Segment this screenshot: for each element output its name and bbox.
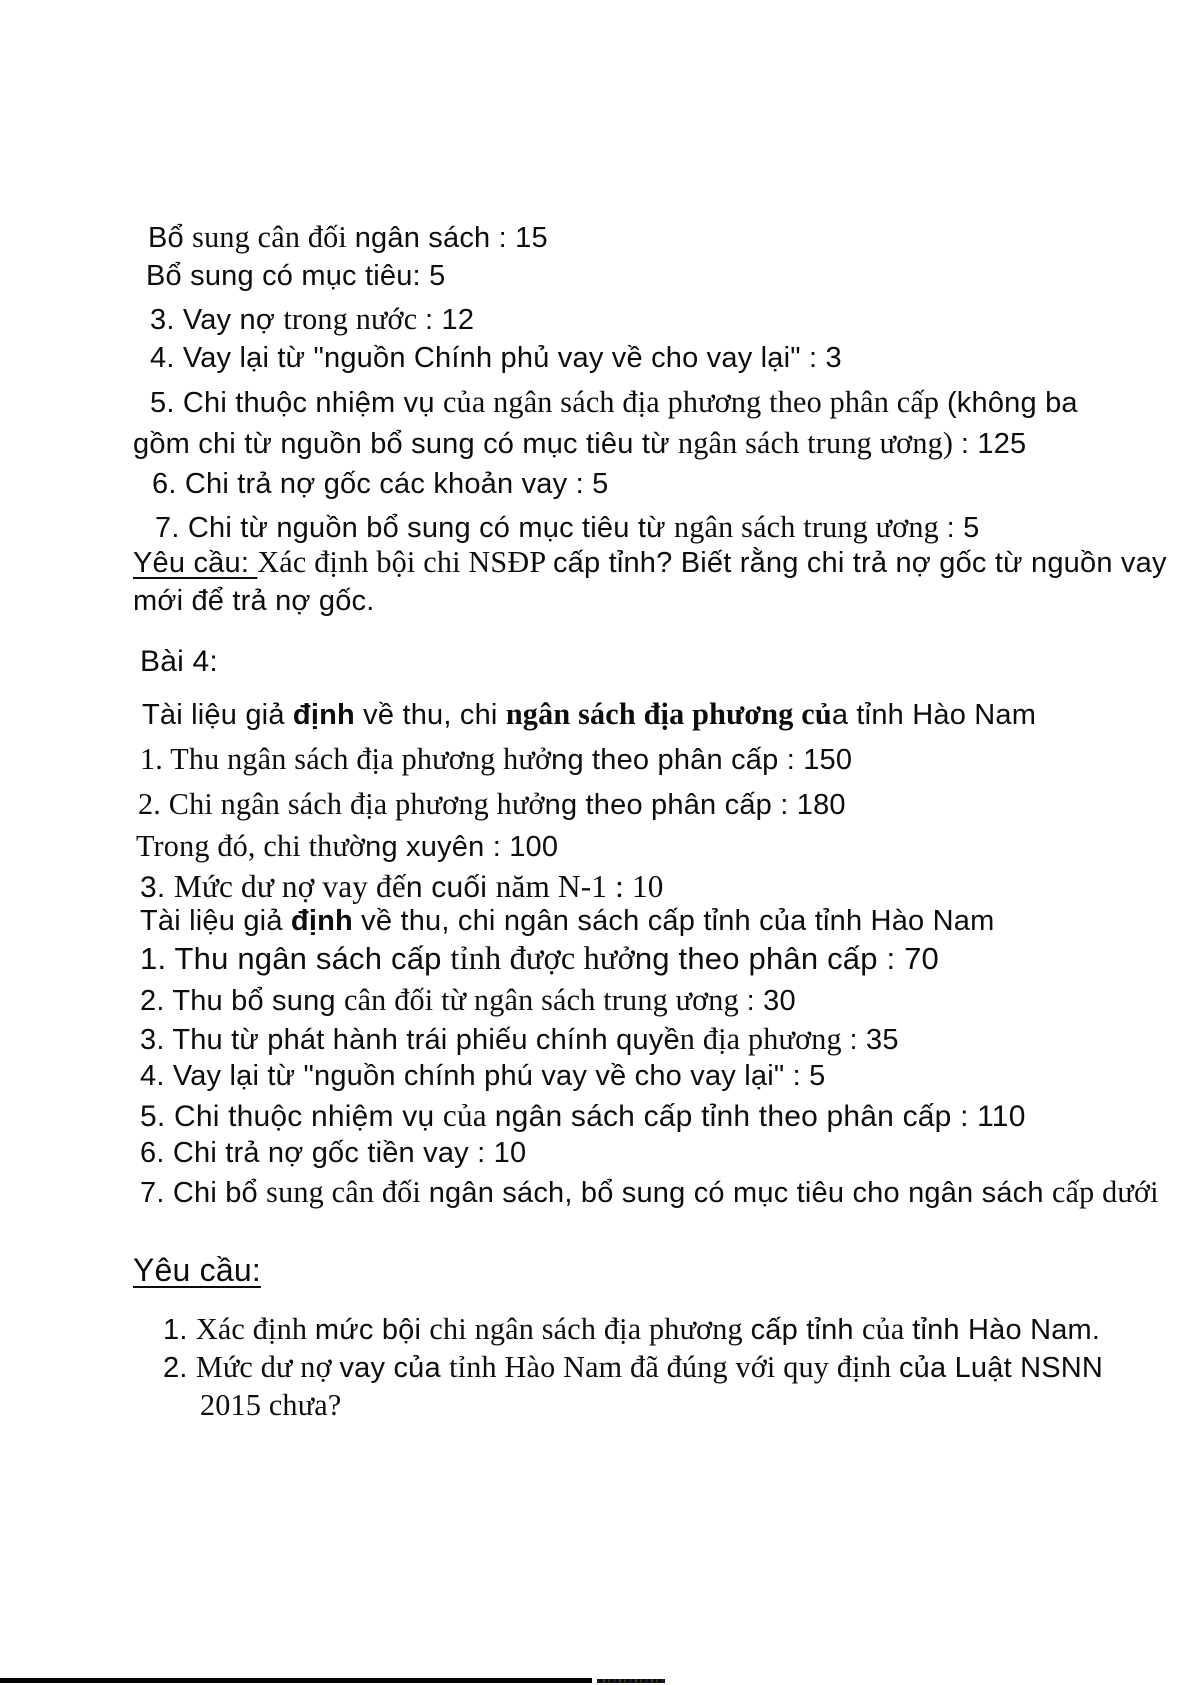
text-line — [152, 468, 608, 501]
text-run: cấp dưới — [1051, 1175, 1159, 1209]
list-item — [163, 1312, 1100, 1347]
text-line — [140, 1060, 825, 1093]
text-run: ngân sách trung ương — [673, 510, 947, 544]
text-run: : 125 — [960, 428, 1027, 460]
text-run: Tài liệu giả — [140, 905, 291, 937]
text-run: 2. — [163, 1352, 196, 1384]
text-line — [140, 940, 939, 977]
text-run: : 35 — [849, 1024, 899, 1056]
text-run: Tài liệu giả — [142, 699, 293, 731]
text-run: Yêu cầu: — [133, 547, 258, 579]
text-line — [140, 905, 994, 938]
text-line — [146, 260, 445, 293]
scan-artifact-bar — [0, 1678, 592, 1683]
text-run: sung cân đối — [192, 220, 355, 254]
text-run: 6. Chi trả nợ gốc các khoản vay : 5 — [152, 468, 609, 500]
text-line — [140, 1175, 1159, 1210]
text-run: Yêu cầu: — [133, 1252, 261, 1288]
text-line — [140, 869, 664, 906]
text-run: 4. Vay lại từ "nguồn Chính phủ vay về cho vay lại" : 3 — [150, 342, 842, 374]
text-run: (không ba — [946, 387, 1078, 419]
text-run: sung cân đối — [266, 1175, 429, 1209]
text-run: định — [292, 699, 364, 731]
list-item — [163, 1350, 1103, 1385]
scan-artifact-noise — [597, 1679, 665, 1683]
text-run: ngân sách trung ương) — [677, 426, 961, 460]
text-line — [140, 1137, 526, 1170]
text-run: n cuối — [405, 871, 496, 904]
text-run: ngân sách cấp tỉnh theo phân cấp : 110 — [494, 1100, 1026, 1133]
text-run: ng xuyên : 100 — [365, 831, 559, 863]
text-run: mới để trả nợ gốc. — [133, 585, 375, 617]
text-run: n địa phương — [679, 1022, 850, 1056]
text-run: Bổ sung có mục tiêu: 5 — [146, 260, 446, 292]
text-run: ng theo phân cấp : 70 — [634, 941, 939, 976]
text-run: 1. Thu ngân sách địa phương hưở — [140, 742, 552, 776]
text-run: 5. Chi thuộc nhiệm vụ — [150, 387, 443, 419]
text-run: 3. — [140, 871, 174, 904]
section-heading — [140, 645, 218, 680]
text-line — [140, 1022, 899, 1057]
text-run: cấp tỉnh — [750, 1314, 863, 1346]
text-run: 1. Thu ngân sách cấp — [140, 941, 451, 976]
text-run: Xác định bội chi NSĐP — [257, 545, 553, 579]
text-line — [142, 697, 1036, 732]
text-run: 4. Vay lại từ "nguồn chính phú vay về cho vay lại" : 5 — [140, 1060, 826, 1092]
text-run: 2. Chi ngân sách địa phương hưở — [138, 787, 545, 821]
text-run: ngân sách địa phương củ — [505, 697, 832, 731]
text-run: cân đối từ ngân sách trung ương — [344, 983, 747, 1017]
text-run: Mức dư nợ — [195, 1350, 340, 1384]
text-line — [140, 742, 852, 777]
text-run: về thu, chi — [363, 699, 506, 731]
requirement-line — [133, 545, 1167, 580]
text-line — [133, 426, 1026, 461]
list-item-continuation — [200, 1388, 341, 1423]
text-line — [133, 585, 375, 618]
requirement-heading — [133, 1252, 261, 1289]
text-run: : 12 — [425, 304, 475, 336]
text-run: về thu, chi ngân sách cấp tỉnh của tỉnh Hào Nam — [361, 905, 995, 937]
text-run: cấp tỉnh? Biết rằng chi trả nợ gốc từ nguồn vay — [552, 547, 1167, 579]
text-run: ng theo phân cấp : 180 — [544, 789, 846, 821]
text-line — [148, 220, 548, 255]
text-line — [150, 342, 842, 375]
text-run: tỉnh Hào Nam đã đúng với quy định — [449, 1350, 899, 1384]
text-run: 6. Chi trả nợ gốc tiền vay : 10 — [140, 1137, 527, 1169]
text-run: vay của — [339, 1352, 450, 1384]
text-line — [140, 1098, 1026, 1135]
text-run: 3. Thu từ phát hành trái phiếu chính quyề — [140, 1024, 680, 1056]
text-run: của — [442, 1098, 495, 1133]
text-run: của — [862, 1312, 913, 1346]
text-run: của ngân sách địa phương theo phân cấp — [442, 385, 947, 419]
text-run: 7. Chi từ nguồn bổ sung có mục tiêu từ — [155, 512, 674, 544]
text-run: 7. Chi bổ — [140, 1177, 267, 1209]
text-run: Trong đó, chi thườ — [136, 829, 366, 863]
text-line — [150, 302, 474, 337]
text-run: ng theo phân cấp : 150 — [551, 744, 853, 776]
text-line — [150, 385, 1078, 420]
text-run: tỉnh được hưở — [450, 940, 635, 976]
text-run: Mức dư nợ vay đế — [173, 869, 406, 904]
text-line — [136, 829, 558, 864]
text-run: 2015 chưa? — [200, 1388, 342, 1422]
text-run: gồm chi từ nguồn bổ sung có mục tiêu từ — [133, 428, 678, 460]
text-run: Bài 4: — [140, 645, 218, 678]
text-run: trong nước — [283, 302, 426, 336]
text-run: a tỉnh Hào Nam — [831, 699, 1037, 731]
text-run: ngân sách, bổ sung có mục tiêu cho ngân sách — [428, 1177, 1052, 1209]
text-run: 3. Vay nợ — [150, 304, 284, 336]
text-run: : 30 — [746, 985, 796, 1017]
text-line — [155, 510, 979, 545]
text-line — [140, 983, 796, 1018]
text-run: năm N-1 : 10 — [495, 869, 664, 904]
text-run: 5. Chi thuộc nhiệm vụ — [140, 1100, 443, 1133]
text-run: ngân sách : 15 — [354, 222, 548, 254]
text-line — [138, 787, 846, 822]
text-run: định — [290, 905, 362, 937]
text-run: của Luật NSNN — [898, 1352, 1104, 1384]
text-run: chi ngân sách địa phương — [429, 1312, 751, 1346]
text-run: mức bội — [314, 1314, 430, 1346]
text-run: : 5 — [946, 512, 980, 544]
text-run: 2. Thu bổ sung — [140, 985, 345, 1017]
text-run: 1. — [163, 1314, 196, 1346]
text-run: Bổ — [148, 222, 193, 254]
text-run: tỉnh Hào Nam. — [912, 1314, 1101, 1346]
text-run: Xác định — [195, 1312, 315, 1346]
